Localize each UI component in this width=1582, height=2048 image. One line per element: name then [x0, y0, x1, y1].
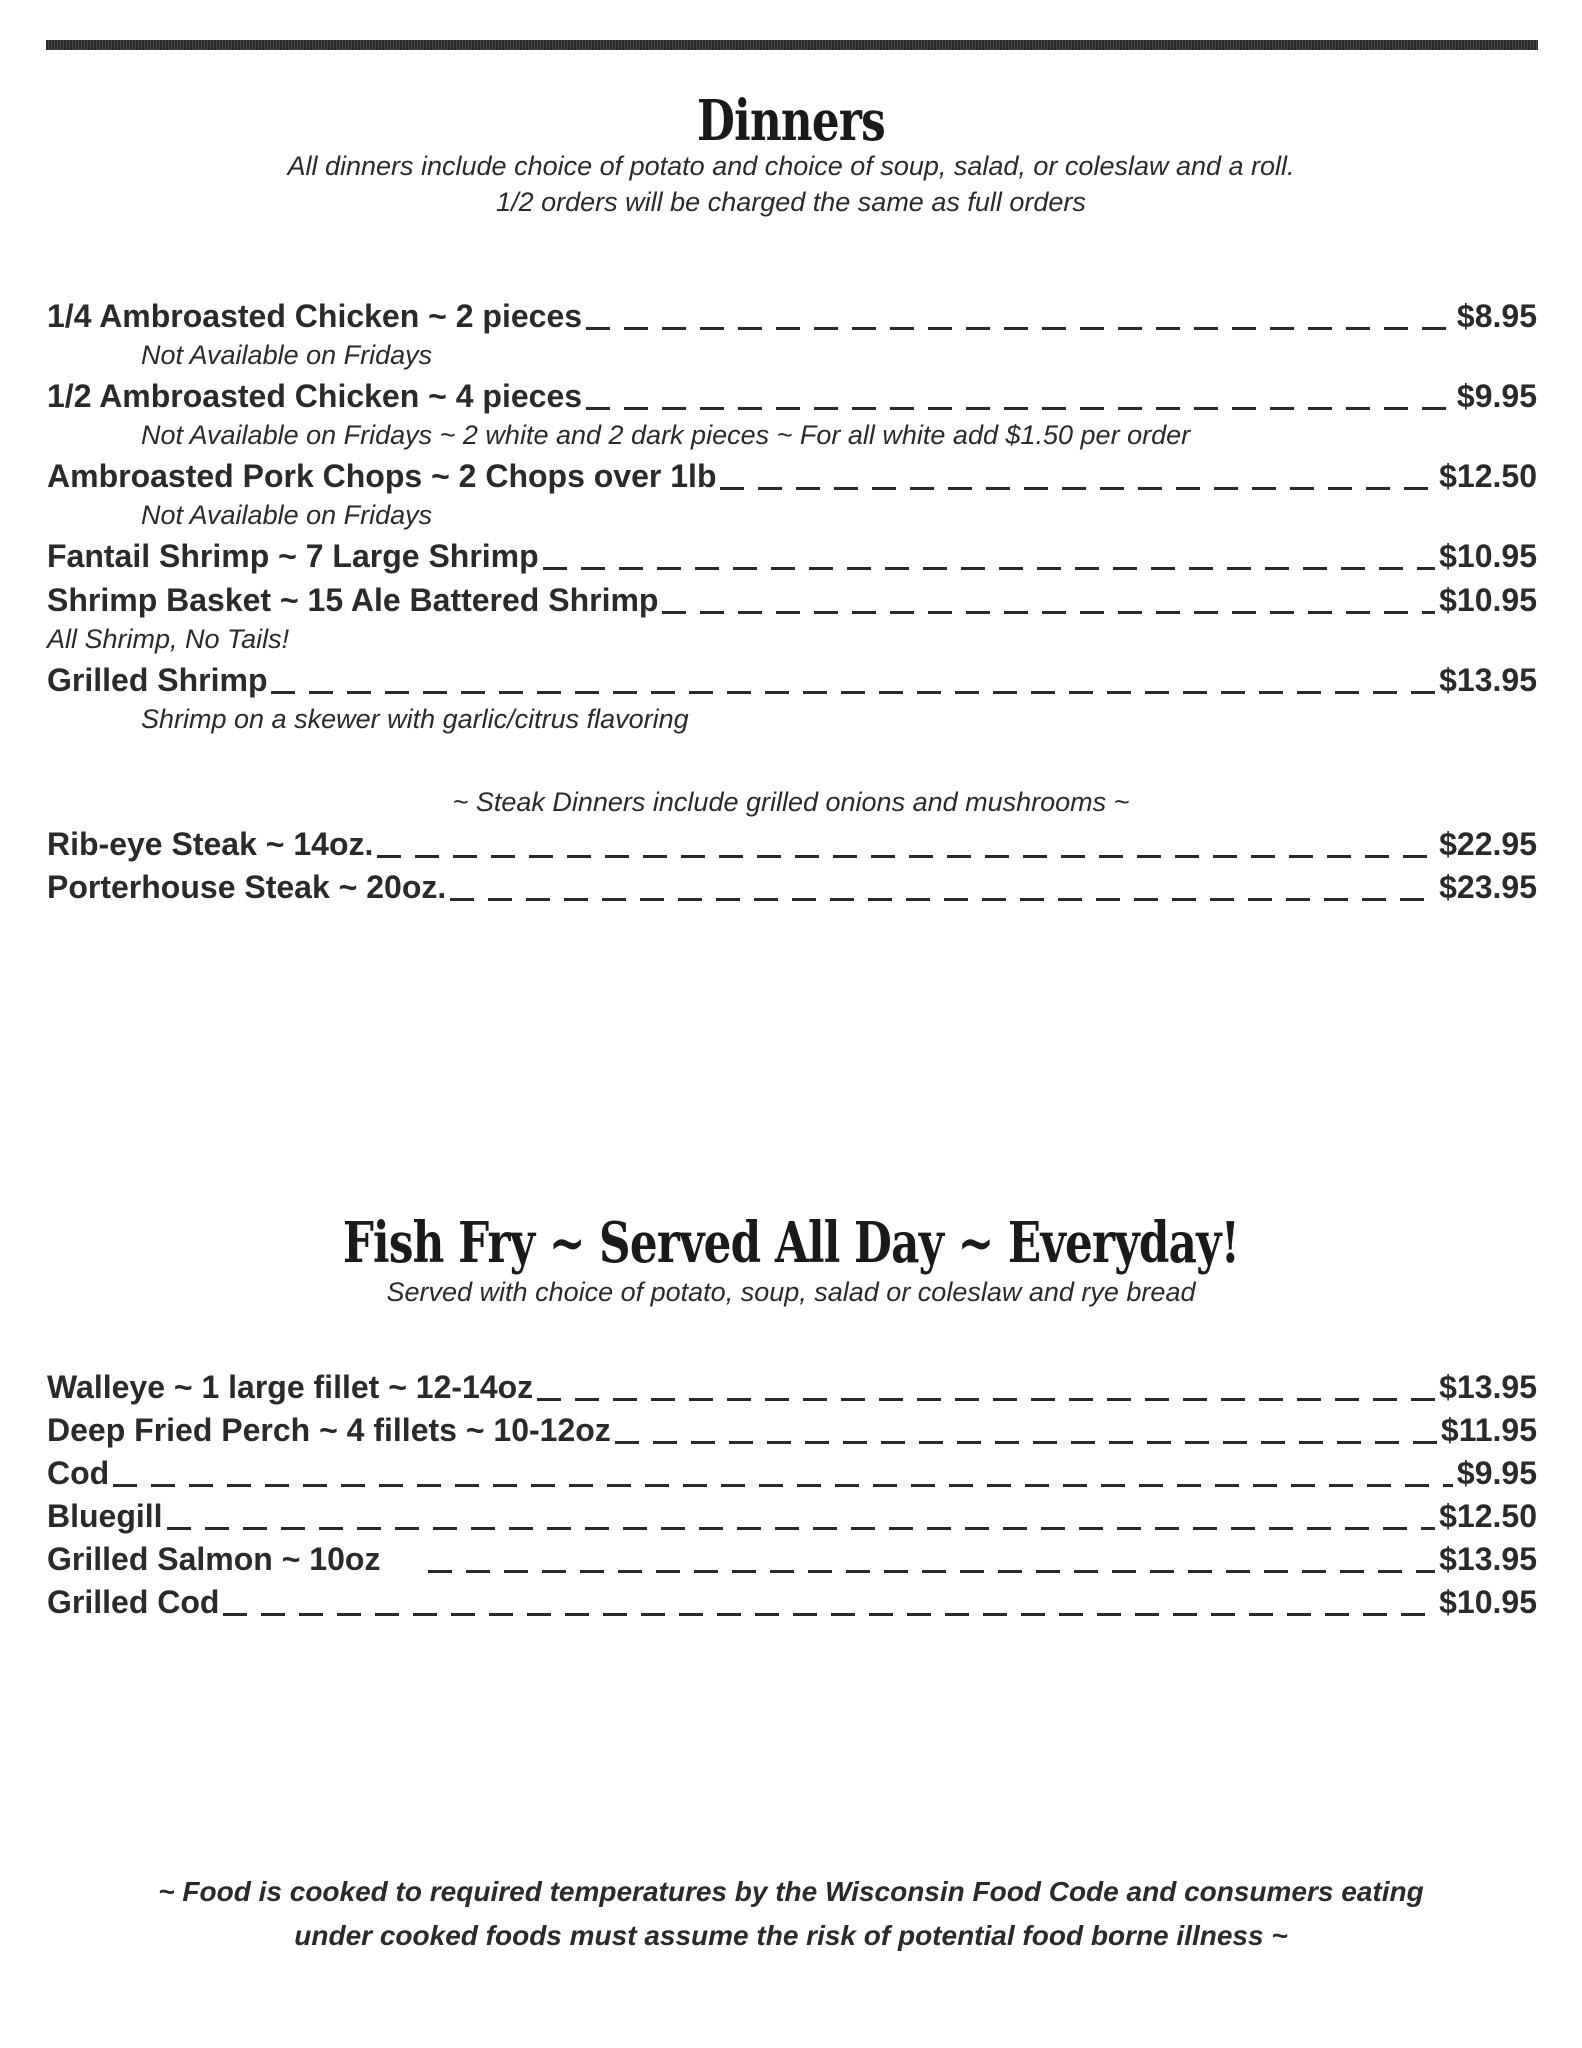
- dinners-subtitle-2: 1/2 orders will be charged the same as full orders: [496, 187, 1086, 217]
- item-name: Porterhouse Steak ~ 20oz.: [47, 869, 447, 905]
- menu-item: [47, 1584, 1537, 1624]
- item-price: $13.95: [1439, 1541, 1537, 1577]
- dot-leader: [377, 855, 1435, 858]
- item-name: Shrimp Basket ~ 15 Ale Battered Shrimp: [47, 582, 659, 618]
- item-price: $10.95: [1439, 1584, 1537, 1620]
- menu-item: [47, 538, 1537, 578]
- item-price: $11.95: [1440, 1412, 1537, 1448]
- dot-leader: [662, 611, 1435, 614]
- item-name: Walleye ~ 1 large fillet ~ 12-14oz: [47, 1369, 534, 1405]
- menu-item: [47, 1498, 1537, 1538]
- item-note: Shrimp on a skewer with garlic/citrus flavoring: [141, 704, 689, 734]
- dot-leader: [113, 1484, 1453, 1487]
- dot-leader: [450, 898, 1435, 901]
- item-name: Rib-eye Steak ~ 14oz.: [47, 826, 374, 862]
- menu-item: [47, 826, 1537, 866]
- item-price: $12.50: [1439, 1498, 1537, 1534]
- menu-item: [47, 378, 1537, 418]
- dot-leader: [586, 327, 1453, 330]
- item-name: Bluegill: [47, 1498, 163, 1534]
- item-price: $9.95: [1456, 378, 1537, 414]
- item-price: $8.95: [1456, 298, 1537, 334]
- dot-leader: [428, 1570, 1435, 1573]
- dot-leader: [271, 691, 1435, 694]
- item-price: $10.95: [1439, 538, 1537, 574]
- item-price: $23.95: [1439, 869, 1537, 905]
- item-name: 1/4 Ambroasted Chicken ~ 2 pieces: [47, 298, 583, 334]
- item-price: $13.95: [1439, 662, 1537, 698]
- item-name: Cod: [47, 1455, 110, 1491]
- item-note: All Shrimp, No Tails!: [47, 624, 290, 654]
- item-note: Not Available on Fridays: [141, 340, 433, 370]
- item-name: Grilled Shrimp: [47, 662, 268, 698]
- fish-fry-title: Fish Fry ~ Served All Day ~ Everyday!: [342, 1210, 1240, 1276]
- dot-leader: [543, 567, 1435, 570]
- menu-item: [47, 298, 1537, 338]
- top-divider: [46, 40, 1538, 50]
- menu-item: [47, 1369, 1537, 1409]
- menu-item: [47, 1541, 1537, 1581]
- item-name: Ambroasted Pork Chops ~ 2 Chops over 1lb: [47, 458, 717, 494]
- dinners-title: Dinners: [697, 88, 885, 154]
- item-note: Not Available on Fridays ~ 2 white and 2 dark pieces ~ For all white add $1.50 per order: [141, 420, 1191, 450]
- menu-item: [47, 662, 1537, 702]
- steak-note: ~ Steak Dinners include grilled onions and mushrooms ~: [452, 787, 1130, 817]
- menu-item: [47, 458, 1537, 498]
- dot-leader: [537, 1398, 1435, 1401]
- item-name: Grilled Cod: [47, 1584, 220, 1620]
- item-name: Deep Fried Perch ~ 4 fillets ~ 10-12oz: [47, 1412, 611, 1448]
- item-price: $22.95: [1439, 826, 1537, 862]
- item-price: $9.95: [1456, 1455, 1537, 1491]
- fish-fry-subtitle: Served with choice of potato, soup, salad or coleslaw and rye bread: [386, 1277, 1196, 1307]
- item-name: 1/2 Ambroasted Chicken ~ 4 pieces: [47, 378, 583, 414]
- disclaimer-line-1: ~ Food is cooked to required temperatures by the Wisconsin Food Code and consumers eating: [158, 1876, 1424, 1907]
- dinners-subtitle-1: All dinners include choice of potato and choice of soup, salad, or coleslaw and a roll.: [287, 151, 1295, 181]
- dot-leader: [720, 487, 1435, 490]
- menu-item: [47, 869, 1537, 909]
- item-price: $10.95: [1439, 582, 1537, 618]
- item-name: Fantail Shrimp ~ 7 Large Shrimp: [47, 538, 539, 574]
- item-note: Not Available on Fridays: [141, 500, 433, 530]
- item-price: $13.95: [1439, 1369, 1537, 1405]
- menu-item: [47, 1455, 1537, 1495]
- disclaimer-line-2: under cooked foods must assume the risk of potential food borne illness ~: [294, 1920, 1288, 1951]
- dot-leader: [223, 1613, 1435, 1616]
- item-name: Grilled Salmon ~ 10oz: [47, 1541, 381, 1577]
- menu-item: [47, 582, 1537, 622]
- item-price: $12.50: [1439, 458, 1537, 494]
- dot-leader: [615, 1441, 1437, 1444]
- menu-item: [47, 1412, 1537, 1452]
- dot-leader: [586, 407, 1453, 410]
- dot-leader: [167, 1527, 1436, 1530]
